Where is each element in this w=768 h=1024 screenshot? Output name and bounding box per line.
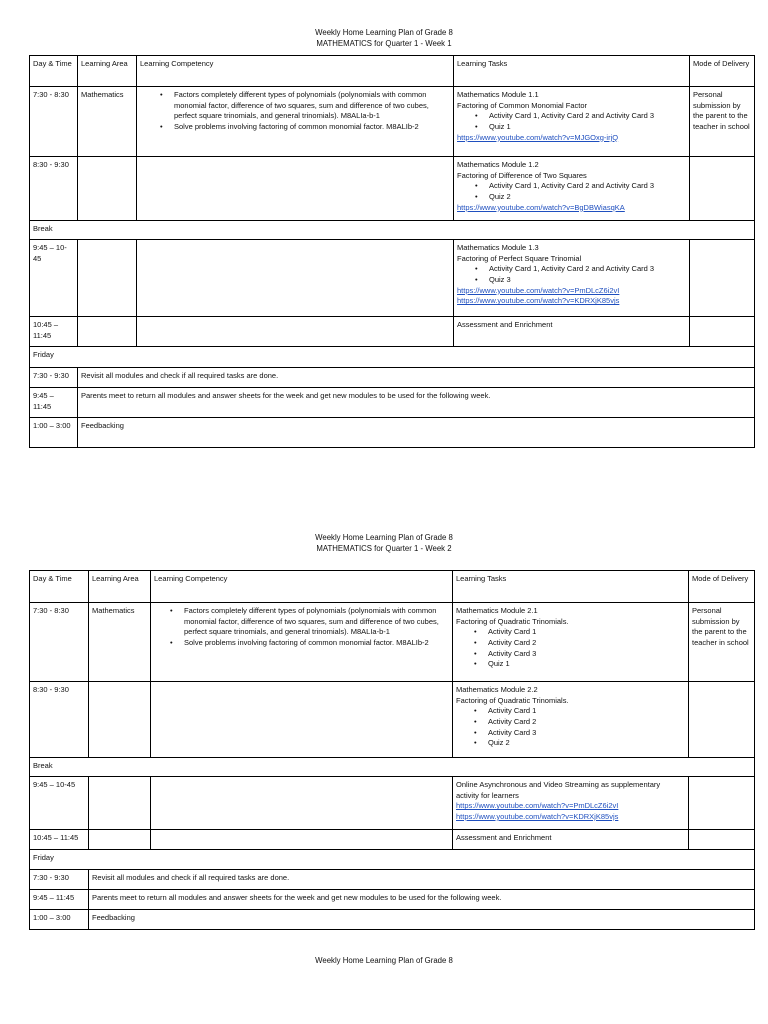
table-row — [30, 890, 755, 910]
time-cell: 7:30 - 9:30 — [30, 368, 78, 388]
friday-task-cell: Parents meet to return all modules and answer sheets for the week and get new modules to be used for the following week. — [78, 388, 755, 418]
learning-area-cell — [78, 240, 137, 317]
task-item: • Quiz 1 — [489, 122, 686, 133]
time-cell: 10:45 – 11:45 — [30, 830, 89, 850]
task-item: • Activity Card 1, Activity Card 2 and Activity Card 3 — [489, 264, 686, 275]
learning-tasks-cell — [454, 87, 690, 157]
competency-cell — [137, 87, 454, 157]
time-cell: 9:45 – 10-45 — [30, 777, 89, 830]
task-item: • Activity Card 3 — [488, 728, 685, 739]
youtube-link[interactable]: https://www.youtube.com/watch?v=PmDLcZ6i2vI — [457, 285, 620, 295]
module-topic: Factoring of Perfect Square Trinomial — [457, 253, 582, 263]
time-cell: 9:45 – 10-45 — [30, 240, 78, 317]
week2-subtitle: MATHEMATICS for Quarter 1 - Week 2 — [316, 544, 452, 553]
task-description: Online Asynchronous and Video Streaming as supplementary activity for learners — [456, 780, 661, 800]
time-cell: 9:45 – 11:45 — [30, 890, 89, 910]
competency-list — [154, 606, 449, 649]
time-cell: 10:45 – 11:45 — [30, 317, 78, 347]
learning-tasks-cell — [453, 682, 689, 758]
module-title: Mathematics Module 1.2 — [457, 160, 539, 169]
module-title: Mathematics Module 2.2 — [456, 685, 538, 694]
learning-area-cell: Mathematics — [78, 87, 137, 157]
week2-title: Weekly Home Learning Plan of Grade 8 — [315, 533, 453, 542]
task-item: • Quiz 3 — [489, 275, 686, 286]
mode-cell — [689, 777, 755, 830]
module-topic: Factoring of Quadratic Trinomials. — [456, 695, 569, 705]
youtube-link[interactable]: https://www.youtube.com/watch?v=BgDBWiasqKA — [457, 202, 625, 212]
module-topic: Factoring of Difference of Two Squares — [457, 170, 587, 180]
week3-title: Weekly Home Learning Plan of Grade 8 — [315, 956, 453, 965]
task-list — [456, 706, 685, 749]
task-item: • Quiz 1 — [488, 659, 685, 670]
header-learning-competency: Learning Competency — [137, 56, 454, 87]
mode-cell — [689, 830, 755, 850]
learning-area-cell — [89, 682, 151, 758]
time-cell: 9:45 – 11:45 — [30, 388, 78, 418]
header-day-time: Day & Time — [30, 56, 78, 87]
task-item: • Activity Card 2 — [488, 638, 685, 649]
friday-row — [30, 850, 755, 870]
task-item: • Quiz 2 — [488, 738, 685, 749]
module-title: Mathematics Module 2.1 — [456, 606, 538, 615]
competency-cell — [151, 777, 453, 830]
task-item: • Activity Card 2 — [488, 717, 685, 728]
friday-label: Friday — [30, 850, 755, 870]
task-item: • Activity Card 1 — [488, 706, 685, 717]
competency-cell — [137, 240, 454, 317]
header-day-time: Day & Time — [30, 571, 89, 603]
header-learning-area: Learning Area — [78, 56, 137, 87]
table-row — [30, 368, 755, 388]
learning-area-cell: Mathematics — [89, 603, 151, 682]
competency-list — [140, 90, 450, 133]
learning-area-cell — [89, 830, 151, 850]
time-cell: 1:00 – 3:00 — [30, 418, 78, 448]
friday-task-cell: Revisit all modules and check if all required tasks are done. — [78, 368, 755, 388]
task-list — [456, 627, 685, 670]
table-row — [30, 388, 755, 418]
time-cell: 7:30 - 8:30 — [30, 603, 89, 682]
header-mode-of-delivery: Mode of Delivery — [690, 56, 755, 87]
week2-plan-table — [29, 570, 755, 930]
competency-item: • Factors completely different types of polynomials (polynomials with common monomial factor, difference of two squares, sum and difference of two cubes, perfect square trinomials, and general trinomials). M8ALIa-b-1 — [174, 90, 450, 122]
competency-cell — [151, 682, 453, 758]
learning-tasks-cell: Assessment and Enrichment — [454, 317, 690, 347]
time-cell: 1:00 – 3:00 — [30, 910, 89, 930]
youtube-link[interactable]: https://www.youtube.com/watch?v=KDRXjK85vjs — [456, 811, 619, 821]
break-row — [30, 221, 755, 240]
header-learning-tasks: Learning Tasks — [453, 571, 689, 603]
mode-cell — [690, 157, 755, 221]
table-row — [30, 418, 755, 448]
task-item: • Activity Card 1, Activity Card 2 and Activity Card 3 — [489, 181, 686, 192]
mode-cell — [690, 317, 755, 347]
competency-item: • Solve problems involving factoring of common monomial factor. M8ALIb-2 — [184, 638, 449, 649]
time-cell: 7:30 - 9:30 — [30, 870, 89, 890]
task-list — [457, 111, 686, 132]
table-row — [30, 910, 755, 930]
module-topic: Factoring of Common Monomial Factor — [457, 100, 588, 110]
module-topic: Factoring of Quadratic Trinomials. — [456, 616, 569, 626]
header-learning-area: Learning Area — [89, 571, 151, 603]
mode-cell: Personal submission by the parent to the teacher in school — [690, 87, 755, 157]
learning-tasks-cell — [453, 603, 689, 682]
learning-area-cell — [89, 777, 151, 830]
task-list — [457, 264, 686, 285]
table-row — [30, 870, 755, 890]
task-list — [457, 181, 686, 202]
table-row — [30, 157, 755, 221]
mode-cell: Personal submission by the parent to the teacher in school — [689, 603, 755, 682]
task-item: • Activity Card 3 — [488, 649, 685, 660]
header-learning-competency: Learning Competency — [151, 571, 453, 603]
table-row — [30, 777, 755, 830]
task-item: • Activity Card 1 — [488, 627, 685, 638]
time-cell: 7:30 - 8:30 — [30, 87, 78, 157]
table-header-row — [30, 571, 755, 603]
competency-cell — [137, 317, 454, 347]
friday-row — [30, 347, 755, 368]
table-row — [30, 87, 755, 157]
competency-item: • Factors completely different types of polynomials (polynomials with common monomial factor, difference of two squares, sum and difference of two cubes, perfect square trinomials, and general trinomials). M8ALIa-b-1 — [184, 606, 449, 638]
learning-tasks-cell — [453, 777, 689, 830]
mode-cell — [690, 240, 755, 317]
module-title: Mathematics Module 1.3 — [457, 243, 539, 252]
table-row — [30, 830, 755, 850]
table-row — [30, 317, 755, 347]
time-cell: 8:30 - 9:30 — [30, 157, 78, 221]
friday-task-cell: Parents meet to return all modules and answer sheets for the week and get new modules to be used for the following week. — [89, 890, 755, 910]
learning-tasks-cell — [454, 240, 690, 317]
module-title: Mathematics Module 1.1 — [457, 90, 539, 99]
friday-task-cell: Revisit all modules and check if all required tasks are done. — [89, 870, 755, 890]
task-item: • Quiz 2 — [489, 192, 686, 203]
week1-subtitle: MATHEMATICS for Quarter 1 - Week 1 — [316, 39, 452, 48]
youtube-link[interactable]: https://www.youtube.com/watch?v=MJGOxg-irjQ — [457, 132, 619, 142]
break-label: Break — [30, 221, 755, 240]
friday-label: Friday — [30, 347, 755, 368]
header-mode-of-delivery: Mode of Delivery — [689, 571, 755, 603]
table-row — [30, 682, 755, 758]
week1-title: Weekly Home Learning Plan of Grade 8 — [315, 28, 453, 37]
learning-tasks-cell: Assessment and Enrichment — [453, 830, 689, 850]
week1-plan-table — [29, 55, 755, 448]
learning-area-cell — [78, 157, 137, 221]
learning-area-cell — [78, 317, 137, 347]
table-row — [30, 603, 755, 682]
table-row — [30, 240, 755, 317]
task-item: • Activity Card 1, Activity Card 2 and Activity Card 3 — [489, 111, 686, 122]
friday-task-cell: Feedbacking — [78, 418, 755, 448]
mode-cell — [689, 682, 755, 758]
competency-cell — [137, 157, 454, 221]
youtube-link[interactable]: https://www.youtube.com/watch?v=PmDLcZ6i2vI — [456, 801, 619, 811]
youtube-link[interactable]: https://www.youtube.com/watch?v=KDRXjK85vjs — [457, 296, 620, 306]
competency-item: • Solve problems involving factoring of common monomial factor. M8ALIb-2 — [174, 122, 450, 133]
friday-task-cell: Feedbacking — [89, 910, 755, 930]
break-row — [30, 758, 755, 777]
break-label: Break — [30, 758, 755, 777]
competency-cell — [151, 830, 453, 850]
learning-tasks-cell — [454, 157, 690, 221]
header-learning-tasks: Learning Tasks — [454, 56, 690, 87]
competency-cell — [151, 603, 453, 682]
table-header-row — [30, 56, 755, 87]
time-cell: 8:30 - 9:30 — [30, 682, 89, 758]
